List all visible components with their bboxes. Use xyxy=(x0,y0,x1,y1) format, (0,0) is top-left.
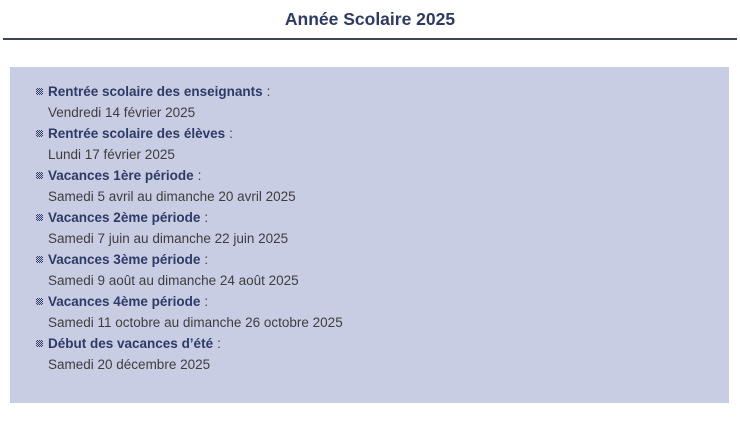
list-item xyxy=(36,333,711,375)
list-item xyxy=(36,81,711,123)
item-colon: : xyxy=(204,210,209,225)
list-item xyxy=(36,207,711,249)
checkerboard-bullet-icon xyxy=(36,172,43,179)
item-colon: : xyxy=(197,168,202,183)
title-divider xyxy=(3,38,737,40)
item-label: Rentrée scolaire des enseignants xyxy=(48,84,263,99)
item-date: Samedi 20 décembre 2025 xyxy=(48,357,211,372)
item-colon: : xyxy=(204,252,209,267)
page-title: Année Scolaire 2025 xyxy=(284,9,456,29)
item-colon: : xyxy=(204,294,209,309)
item-colon: : xyxy=(217,336,221,351)
list-item xyxy=(36,165,711,207)
item-colon: : xyxy=(229,126,233,141)
item-label: Rentrée scolaire des élèves xyxy=(48,126,226,141)
item-date: Vendredi 14 février 2025 xyxy=(48,105,196,120)
item-date: Samedi 7 juin au dimanche 22 juin 2025 xyxy=(48,231,289,246)
calendar-list xyxy=(36,81,711,375)
list-item xyxy=(36,249,711,291)
item-date: Lundi 17 février 2025 xyxy=(48,147,175,162)
checkerboard-bullet-icon xyxy=(36,256,43,263)
item-label: Vacances 3ème période xyxy=(48,252,201,267)
checkerboard-bullet-icon xyxy=(36,298,43,305)
list-item xyxy=(36,123,711,165)
item-label: Vacances 2ème période xyxy=(48,210,201,225)
checkerboard-bullet-icon xyxy=(36,340,43,347)
list-item xyxy=(36,291,711,333)
item-label: Vacances 4ème période xyxy=(48,294,201,309)
checkerboard-bullet-icon xyxy=(36,88,43,95)
checkerboard-bullet-icon xyxy=(36,214,43,221)
item-colon: : xyxy=(266,84,271,99)
checkerboard-bullet-icon xyxy=(36,130,43,137)
item-date: Samedi 9 août au dimanche 24 août 2025 xyxy=(48,273,299,288)
item-date: Samedi 11 octobre au dimanche 26 octobre 2025 xyxy=(48,315,343,330)
item-label: Début des vacances d’été xyxy=(48,336,214,351)
item-label: Vacances 1ère période xyxy=(48,168,194,183)
item-date: Samedi 5 avril au dimanche 20 avril 2025 xyxy=(48,189,296,204)
calendar-panel xyxy=(10,67,729,403)
